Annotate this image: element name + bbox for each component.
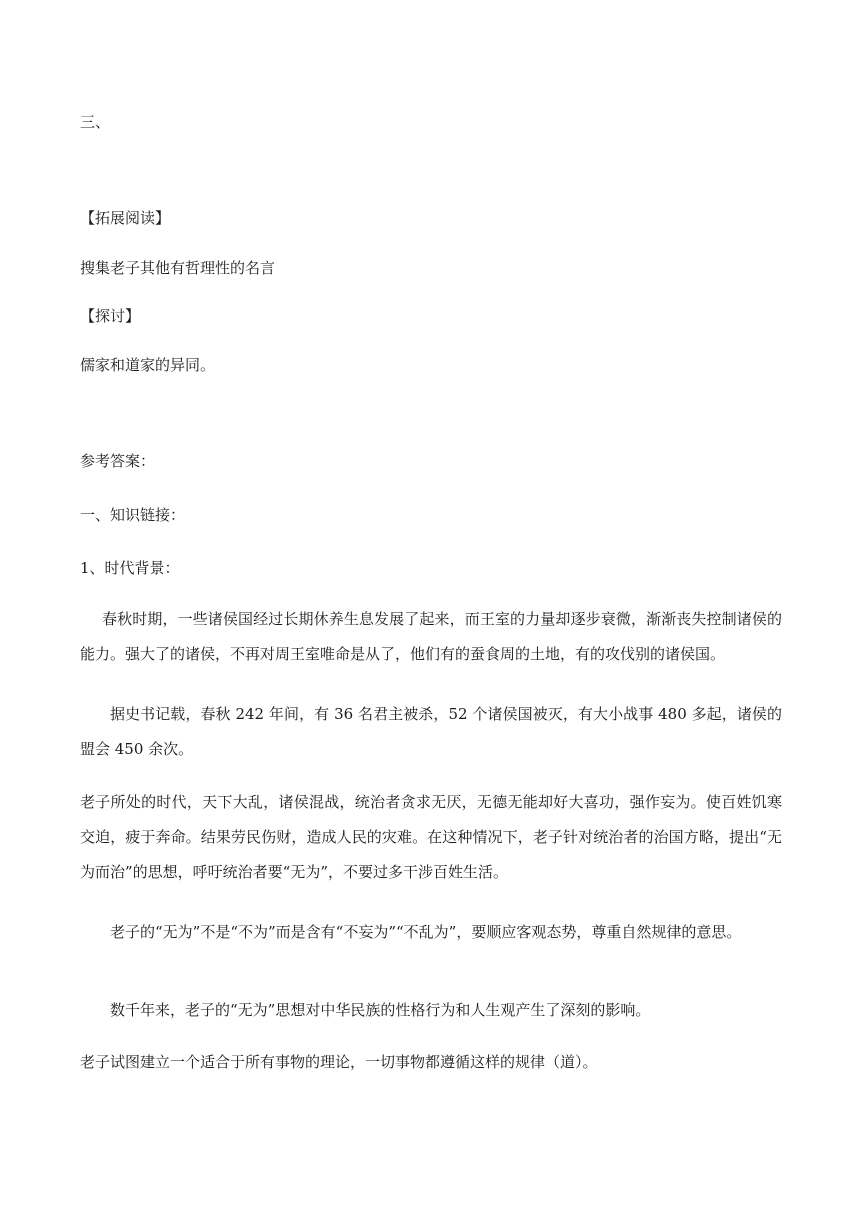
extended-reading-text: 搜集老子其他有哲理性的名言: [80, 259, 276, 277]
paragraph-laozi-theory: 老子试图建立一个适合于所有事物的理论，一切事物都遵循这样的规律（道）。: [80, 1053, 598, 1071]
discussion-text: 儒家和道家的异同。: [80, 356, 216, 374]
section-three-label: 三、: [80, 113, 111, 131]
paragraph-wuwei-meaning: 老子的“无为”不是“不为”而是含有“不妄为”“不乱为”，要顺应客观态势，尊重自然规律的意思。: [110, 923, 742, 941]
answers-heading: 参考答案：: [80, 452, 156, 470]
era-background-heading: 1、时代背景：: [80, 559, 180, 577]
knowledge-link-heading: 一、知识链接：: [80, 506, 186, 524]
paragraph-historical-records: 据史书记载，春秋 242 年间，有 36 名君主被杀，52 个诸侯国被灭，有大小战事 480 多起，诸侯的盟会 450 余次。: [80, 705, 782, 758]
paragraph-spring-autumn: 春秋时期，一些诸侯国经过长期休养生息发展了起来，而王室的力量却逐步衰微，渐渐丧失控制诸侯的能力。强大了的诸侯，不再对周王室唯命是从了，他们有的蚕食周的土地，有的攻伐别的诸侯国。: [80, 610, 782, 663]
paragraph-wuwei-influence: 数千年来，老子的“无为”思想对中华民族的性格行为和人生观产生了深刻的影响。: [110, 1001, 651, 1019]
discussion-heading: 【探讨】: [80, 307, 141, 325]
paragraph-laozi-era: 老子所处的时代，天下大乱，诸侯混战，统治者贪求无厌，无德无能却好大喜功，强作妄为。使百姓饥寒交迫，疲于奔命。结果劳民伤财，造成人民的灾难。在这种情况下，老子针对统治者的治国方略，提出“无为而治”的思想，呼吁统治者要“无为”，不要过多干涉百姓生活。: [80, 793, 782, 881]
extended-reading-heading: 【拓展阅读】: [80, 209, 171, 227]
